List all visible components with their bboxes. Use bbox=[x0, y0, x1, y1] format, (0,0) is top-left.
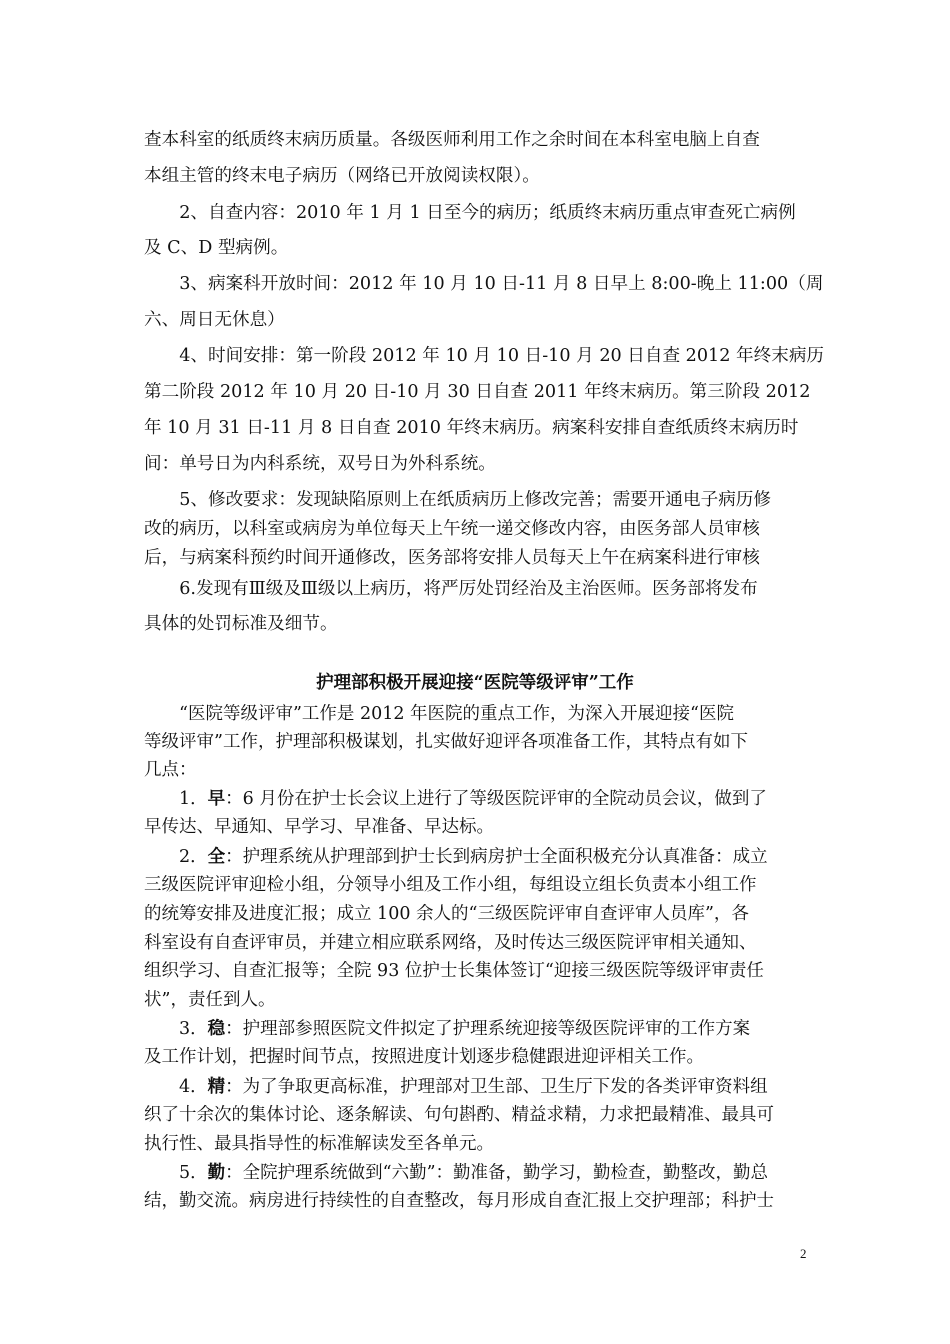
item-number: 4． bbox=[144, 1077, 208, 1097]
item-text: ：护理部参照医院文件拟定了护理系统迎接等级医院评审的工作方案 bbox=[225, 1019, 751, 1039]
paragraph-line: 间：单号日为内科系统，双号日为外科系统。 bbox=[144, 454, 496, 474]
paragraph-line: 第二阶段 2012 年 10 月 20 日-10 月 30 日自查 2011 年终末病历。第三阶段 2012 bbox=[144, 382, 811, 402]
item-text: ：6 月份在护士长会议上进行了等级医院评审的全院动员会议，做到了 bbox=[225, 789, 767, 809]
list-item-first-line bbox=[144, 787, 767, 811]
item-number: 5． bbox=[144, 1163, 208, 1183]
paragraph-line: 查本科室的纸质终末病历质量。各级医师利用工作之余时间在本科室电脑上自查 bbox=[144, 130, 760, 150]
item-keyword: 精 bbox=[207, 1077, 226, 1097]
paragraph-line: 本组主管的终末电子病历（网络已开放阅读权限）。 bbox=[144, 166, 540, 186]
list-item-line: 科室设有自查评审员，并建立相应联系网络，及时传达三级医院评审相关通知、 bbox=[144, 933, 757, 953]
list-item-line: 状”，责任到人。 bbox=[144, 990, 276, 1010]
paragraph-line: 六、周日无休息） bbox=[144, 310, 285, 330]
paragraph-line: 3、病案科开放时间：2012 年 10 月 10 日-11 月 8 日早上 8:00-晚上 11:00（周 bbox=[144, 274, 824, 294]
list-item-line: 的统筹安排及进度汇报；成立 100 余人的“三级医院评审自查评审人员库”，各 bbox=[144, 904, 749, 924]
paragraph-line: 几点： bbox=[144, 760, 197, 780]
item-keyword: 全 bbox=[207, 847, 226, 867]
list-item-line: 织了十余次的集体讨论、逐条解读、句句斟酌、精益求精，力求把最精准、最具可 bbox=[144, 1105, 774, 1125]
item-number: 3． bbox=[144, 1019, 208, 1039]
list-item-first-line bbox=[144, 845, 768, 869]
paragraph-line: 具体的处罚标准及细节。 bbox=[144, 614, 338, 634]
item-text: ：全院护理系统做到“六勤”：勤准备，勤学习，勤检查，勤整改，勤总 bbox=[225, 1163, 769, 1183]
paragraph-line: 年 10 月 31 日-11 月 8 日自查 2010 年终末病历。病案科安排自查纸质终末病历时 bbox=[144, 418, 799, 438]
paragraph-line: “医院等级评审”工作是 2012 年医院的重点工作，为深入开展迎接“医院 bbox=[144, 704, 734, 724]
list-item-line: 执行性、最具指导性的标准解读发至各单元。 bbox=[144, 1134, 494, 1154]
item-text: ：为了争取更高标准，护理部对卫生部、卫生厅下发的各类评审资料组 bbox=[225, 1077, 768, 1097]
paragraph-line: 5、修改要求：发现缺陷原则上在纸质病历上修改完善；需要开通电子病历修 bbox=[144, 490, 771, 510]
page-number: 2 bbox=[800, 1246, 807, 1261]
list-item-first-line bbox=[144, 1017, 750, 1041]
paragraph-line: 及 C、D 型病例。 bbox=[144, 238, 289, 258]
list-item-line: 早传达、早通知、早学习、早准备、早达标。 bbox=[144, 817, 494, 837]
list-item-line: 三级医院评审迎检小组，分领导小组及工作小组，每组设立组长负责本小组工作 bbox=[144, 875, 757, 895]
item-keyword: 早 bbox=[207, 789, 226, 809]
item-number: 1． bbox=[144, 789, 208, 809]
item-keyword: 稳 bbox=[207, 1019, 226, 1039]
paragraph-line: 等级评审”工作，护理部积极谋划，扎实做好迎评各项准备工作，其特点有如下 bbox=[144, 732, 748, 752]
list-item-line: 组织学习、自查汇报等；全院 93 位护士长集体签订“迎接三级医院等级评审责任 bbox=[144, 961, 764, 981]
paragraph-line: 改的病历，以科室或病房为单位每天上午统一递交修改内容，由医务部人员审核 bbox=[144, 519, 760, 539]
paragraph-line: 2、自查内容：2010 年 1 月 1 日至今的病历；纸质终末病历重点审查死亡病例 bbox=[144, 203, 796, 223]
item-number: 2． bbox=[144, 847, 208, 867]
item-keyword: 勤 bbox=[207, 1163, 226, 1183]
list-item-line: 及工作计划，把握时间节点，按照进度计划逐步稳健跟进迎评相关工作。 bbox=[144, 1047, 704, 1067]
list-item-first-line bbox=[144, 1161, 768, 1185]
section-title: 护理部积极开展迎接“医院等级评审”工作 bbox=[316, 673, 634, 693]
paragraph-line: 后，与病案科预约时间开通修改，医务部将安排人员每天上午在病案科进行审核 bbox=[144, 548, 760, 568]
paragraph-line: 6.发现有Ⅲ级及Ⅲ级以上病历，将严厉处罚经治及主治医师。医务部将发布 bbox=[144, 579, 758, 599]
list-item-line: 结，勤交流。病房进行持续性的自查整改，每月形成自查汇报上交护理部；科护士 bbox=[144, 1191, 774, 1211]
paragraph-line: 4、时间安排：第一阶段 2012 年 10 月 10 日-10 月 20 日自查 2012 年终末病历 bbox=[144, 346, 825, 366]
item-text: ：护理系统从护理部到护士长到病房护士全面积极充分认真准备：成立 bbox=[225, 847, 768, 867]
list-item-first-line bbox=[144, 1075, 768, 1099]
